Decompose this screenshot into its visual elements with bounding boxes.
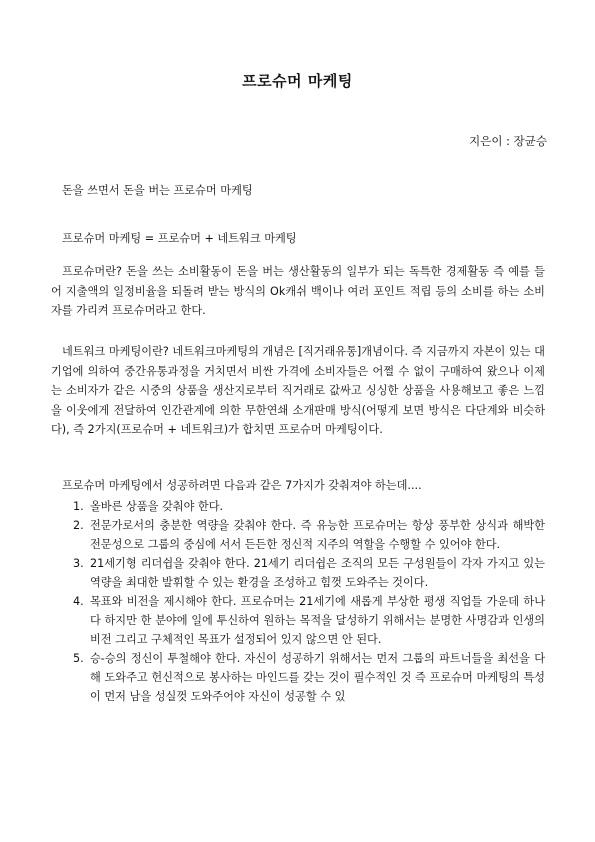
list-item-text: 승-승의 정신이 투철해야 한다. 자신이 성공하기 위해서는 먼저 그룹의 파트너들을 최선을 다해 도와주고 헌신적으로 봉사하는 마인드를 갖는 것이 필수적인 것 즉 프로슈머 마케팅의 특성이 먼저 남을 성실껏 도와주어야 자신이 성공할 수 있: [90, 652, 545, 703]
list-item-number: 2.: [73, 519, 84, 532]
list-item-text: 전문가로서의 충분한 역량을 갖춰야 한다. 즉 유능한 프로슈머는 항상 풍부한 상식과 해박한 전문성으로 그룹의 중심에 서서 든든한 정신적 지주의 역할을 수행할 수 있어야 한다.: [90, 519, 545, 551]
paragraph-network-marketing: 네트워크 마케팅이란? 네트워크마케팅의 개념은 [직거래유통]개념이다. 즉 지금까지 자본이 있는 대기업에 의하여 중간유통과정을 거치면서 비싼 가격에 소비자들은 어쩔 수 없이 구매하여 왔으나 이제는 소비자가 같은 시중의 상품을 생산지로부터 직거래로 값싸고 싱싱한 상품을 사용해보고 좋은 느낌을 이웃에게 전달하여 인간관계에 의한 무한연쇄 소개판매 방식(어떻게 보면 방식은 다단계와 비슷하다), 즉 2가지(프로슈머 + 네트워크)가 합치면 프로슈머 마케팅이다.: [51, 345, 545, 436]
list-item: [64, 592, 545, 649]
list-item-text: 21세기형 리더쉽을 갖춰야 한다. 21세기 리더쉽은 조직의 모든 구성원들이 각자 가지고 있는 역량을 최대한 발휘할 수 있는 환경을 조성하고 힘껏 도와주는 것이다.: [90, 557, 545, 589]
intro-line-1: 돈을 쓰면서 돈을 버는 프로슈머 마케팅: [62, 184, 253, 197]
list-item-text: 목표와 비전을 제시해야 한다. 프로슈머는 21세기에 새롭게 부상한 평생 직업들 가운데 하나다 하지만 한 분야에 일에 투신하여 원하는 목적을 달성하기 위해서는 분명한 사명감과 인생의 비전 그리고 구체적인 목표가 설정되어 있지 않으면 안 된다.: [90, 595, 545, 646]
success-factors-list: [64, 497, 545, 706]
list-item: [64, 649, 545, 706]
intro-line-2: 프로슈머 마케팅 = 프로슈머 + 네트워크 마케팅: [62, 232, 297, 245]
paragraph-success-intro: 프로슈머 마케팅에서 성공하려면 다음과 같은 7가지가 갖춰져야 하는데....: [62, 479, 422, 492]
list-item-text: 올바른 상품을 갖춰야 한다.: [90, 500, 224, 513]
list-item-number: 4.: [73, 595, 84, 608]
document-title: 프로슈머 마케팅: [242, 72, 353, 90]
list-item-number: 5.: [73, 652, 84, 665]
list-item: [64, 516, 545, 554]
list-item: [64, 497, 545, 516]
author-line: 지은이 : 장균승: [469, 134, 547, 148]
list-item: [64, 554, 545, 592]
list-item-number: 3.: [73, 557, 84, 570]
paragraph-prosumer-definition: 프로슈머란? 돈을 쓰는 소비활동이 돈을 버는 생산활동의 일부가 되는 독특한 경제활동 즉 예를 들어 지출액의 일정비율을 되돌려 받는 방식의 Ok캐쉬 백이나 여러 포인트 적립 등의 소비를 하는 소비자를 가리켜 프로슈머라고 한다.: [51, 265, 545, 317]
list-item-number: 1.: [73, 500, 84, 513]
